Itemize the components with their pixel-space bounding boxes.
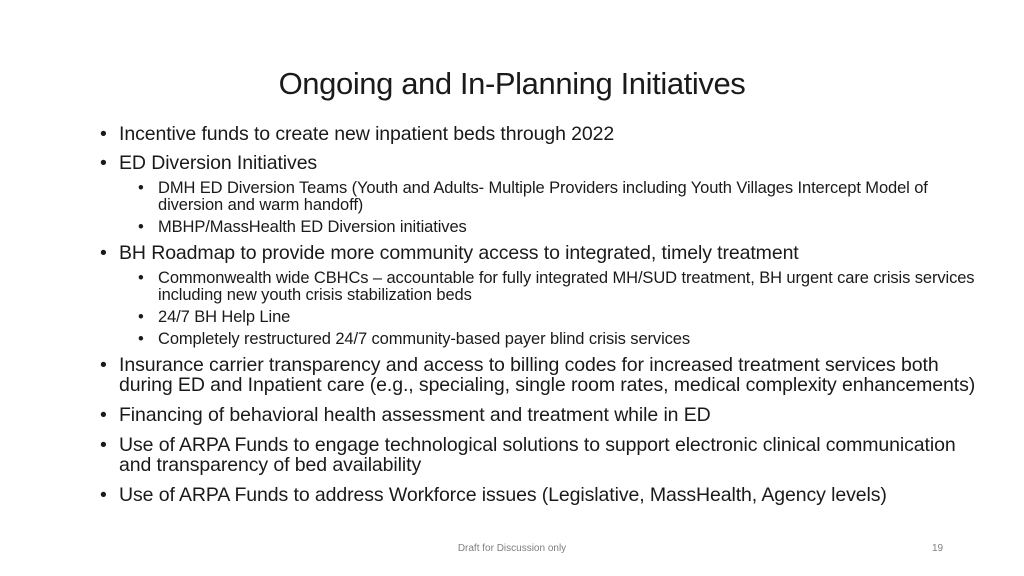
bullet-glyph: •	[100, 152, 107, 174]
bullet-item: • Insurance carrier transparency and access to billing codes for increased treatment services both during ED and Inpatient care (e.g., specialing, single room rates, medical complexity enhancements)	[100, 354, 976, 396]
slide-title: Ongoing and In-Planning Initiatives	[278, 66, 746, 101]
bullet-glyph: •	[138, 269, 144, 287]
bullet-glyph: •	[100, 404, 107, 426]
bullet-item: • ED Diversion Initiatives	[100, 152, 318, 174]
bullet-glyph: •	[100, 434, 107, 456]
sub-bullet-item: • DMH ED Diversion Teams (Youth and Adults- Multiple Providers including Youth Villages Intercept Model of diversion and warm handoff)	[138, 179, 928, 214]
bullet-item: • Financing of behavioral health assessment and treatment while in ED	[100, 404, 711, 426]
bullet-item: • Use of ARPA Funds to address Workforce issues (Legislative, MassHealth, Agency levels)	[100, 484, 887, 506]
sub-bullet-item: • MBHP/MassHealth ED Diversion initiatives	[138, 218, 467, 236]
bullet-list	[100, 124, 990, 515]
bullet-glyph: •	[138, 308, 144, 326]
bullet-glyph: •	[100, 242, 107, 264]
footer-text: Draft for Discussion only	[457, 543, 567, 554]
bullet-glyph: •	[100, 123, 107, 145]
bullet-glyph: •	[138, 218, 144, 236]
bullet-item: • Use of ARPA Funds to engage technological solutions to support electronic clinical communication and transparency of bed availability	[100, 434, 956, 476]
page-number: 19	[932, 543, 944, 554]
bullet-glyph: •	[100, 354, 107, 376]
bullet-item: • Incentive funds to create new inpatient beds through 2022	[100, 123, 615, 145]
bullet-glyph: •	[138, 330, 144, 348]
sub-bullet-item: • Commonwealth wide CBHCs – accountable for fully integrated MH/SUD treatment, BH urgent care crisis services including new youth crisis stabilization beds	[138, 269, 975, 304]
sub-bullet-item: • 24/7 BH Help Line	[138, 308, 291, 326]
bullet-glyph: •	[138, 179, 144, 197]
bullet-item: • BH Roadmap to provide more community access to integrated, timely treatment	[100, 242, 799, 264]
bullet-glyph: •	[100, 484, 107, 506]
sub-bullet-item: • Completely restructured 24/7 community-based payer blind crisis services	[138, 330, 691, 348]
